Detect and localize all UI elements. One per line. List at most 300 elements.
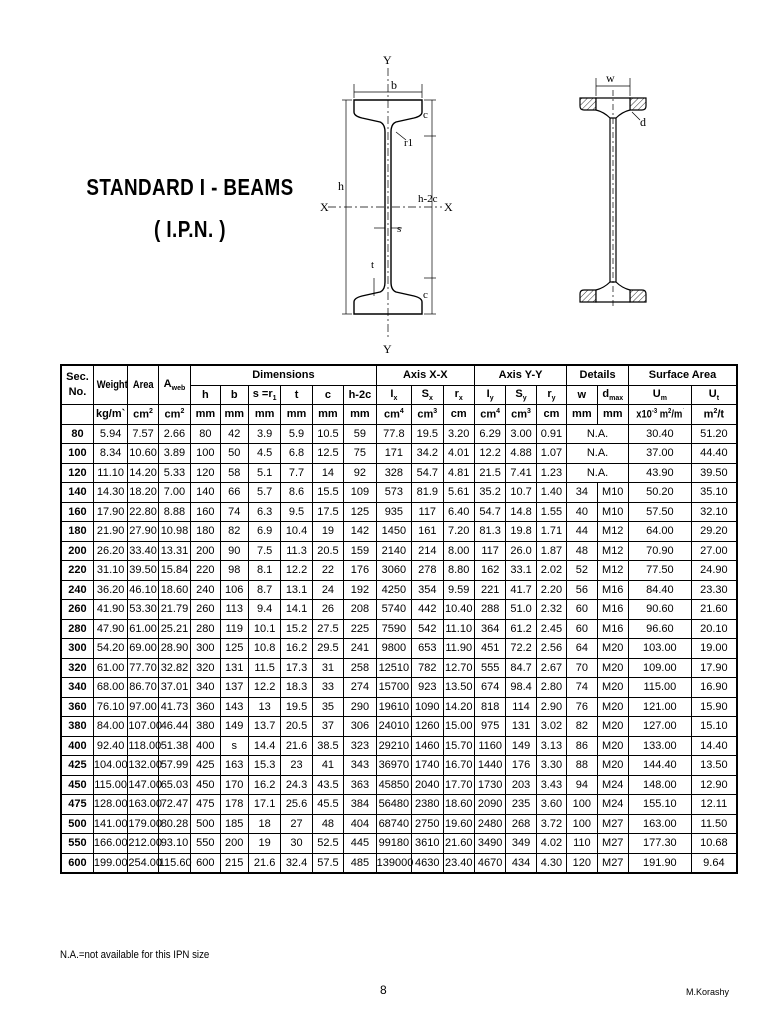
table-cell: 12.2 bbox=[474, 444, 505, 464]
table-cell: 2090 bbox=[474, 795, 505, 815]
table-cell: 50 bbox=[220, 444, 248, 464]
table-cell: 674 bbox=[474, 678, 505, 698]
table-cell: 400 bbox=[191, 736, 220, 756]
table-cell: M20 bbox=[597, 697, 628, 717]
table-cell: 34.2 bbox=[412, 444, 443, 464]
table-cell: 8.7 bbox=[248, 580, 280, 600]
table-cell: 2380 bbox=[412, 795, 443, 815]
table-cell: 16.70 bbox=[443, 756, 474, 776]
table-row bbox=[61, 600, 737, 620]
table-row bbox=[61, 775, 737, 795]
table-cell: 53.30 bbox=[128, 600, 158, 620]
table-cell: 93.10 bbox=[158, 834, 190, 854]
table-cell: 17.70 bbox=[443, 775, 474, 795]
table-cell: 81.9 bbox=[412, 483, 443, 503]
sy-unit: $cm^3$ bbox=[506, 405, 536, 425]
table-cell: 42 bbox=[220, 424, 248, 444]
table-cell: 90.60 bbox=[628, 600, 691, 620]
table-cell: 68.00 bbox=[93, 678, 127, 698]
section-number-cell: 320 bbox=[61, 658, 93, 678]
x-axis-right-label: X bbox=[444, 200, 453, 214]
table-group-header-row bbox=[61, 365, 737, 385]
table-cell: 1.23 bbox=[536, 463, 566, 483]
table-cell: 542 bbox=[412, 619, 443, 639]
table-cell: 52.5 bbox=[312, 834, 343, 854]
table-cell: M12 bbox=[597, 541, 628, 561]
table-row bbox=[61, 834, 737, 854]
table-cell: 10.7 bbox=[506, 483, 536, 503]
table-cell: 14.20 bbox=[443, 697, 474, 717]
table-cell: 140 bbox=[191, 483, 220, 503]
table-row bbox=[61, 756, 737, 776]
s-label: s bbox=[397, 223, 402, 235]
table-cell: 12.5 bbox=[312, 444, 343, 464]
table-cell: 7.41 bbox=[506, 463, 536, 483]
table-cell: 214 bbox=[412, 541, 443, 561]
section-number-cell: 380 bbox=[61, 717, 93, 737]
table-cell: 43.90 bbox=[628, 463, 691, 483]
sx-unit: $cm^3$ bbox=[412, 405, 443, 425]
table-cell: 44.40 bbox=[691, 444, 737, 464]
table-cell: 26.20 bbox=[93, 541, 127, 561]
section-number-cell: 360 bbox=[61, 697, 93, 717]
section-number-cell: 300 bbox=[61, 639, 93, 659]
table-cell: 18.20 bbox=[128, 483, 158, 503]
table-cell: 40 bbox=[567, 502, 597, 522]
ix-unit: $cm^4$ bbox=[376, 405, 411, 425]
table-cell: 77.50 bbox=[628, 561, 691, 581]
table-cell: 25.21 bbox=[158, 619, 190, 639]
table-cell: 7.00 bbox=[158, 483, 190, 503]
table-cell: 32.10 bbox=[691, 502, 737, 522]
table-cell: 149 bbox=[220, 717, 248, 737]
table-cell: 220 bbox=[191, 561, 220, 581]
table-cell: 3490 bbox=[474, 834, 505, 854]
table-cell: 1.40 bbox=[536, 483, 566, 503]
table-cell: 3060 bbox=[376, 561, 411, 581]
table-cell: 35.10 bbox=[691, 483, 737, 503]
table-cell: 10.8 bbox=[248, 639, 280, 659]
table-cell: 8.34 bbox=[93, 444, 127, 464]
table-cell: 923 bbox=[412, 678, 443, 698]
table-cell: 98.4 bbox=[506, 678, 536, 698]
section-number-cell: 550 bbox=[61, 834, 93, 854]
table-cell: 77.8 bbox=[376, 424, 411, 444]
table-cell: 22.80 bbox=[128, 502, 158, 522]
sx-header: $S_x$ bbox=[412, 385, 443, 405]
table-cell: 114 bbox=[506, 697, 536, 717]
ut-header: $U_t$ bbox=[691, 385, 737, 405]
table-cell: 120 bbox=[191, 463, 220, 483]
table-cell: 1.87 bbox=[536, 541, 566, 561]
table-cell: 19.8 bbox=[506, 522, 536, 542]
table-cell: 98 bbox=[220, 561, 248, 581]
table-cell: 13 bbox=[248, 697, 280, 717]
table-row bbox=[61, 853, 737, 873]
r1-label: r1 bbox=[404, 137, 414, 149]
table-cell: 65.03 bbox=[158, 775, 190, 795]
table-row bbox=[61, 795, 737, 815]
table-cell: 5740 bbox=[376, 600, 411, 620]
table-row bbox=[61, 424, 737, 444]
table-cell: 12.70 bbox=[443, 658, 474, 678]
table-cell: 100 bbox=[567, 814, 597, 834]
table-row bbox=[61, 639, 737, 659]
table-cell: 29.20 bbox=[691, 522, 737, 542]
table-cell: 96.60 bbox=[628, 619, 691, 639]
table-cell: M16 bbox=[597, 619, 628, 639]
table-cell: 19 bbox=[248, 834, 280, 854]
aweb-unit: $cm^2$ bbox=[158, 405, 190, 425]
table-cell: 12.2 bbox=[281, 561, 312, 581]
table-cell: 61.2 bbox=[506, 619, 536, 639]
table-cell: 782 bbox=[412, 658, 443, 678]
table-cell: 241 bbox=[344, 639, 377, 659]
table-cell: 166.00 bbox=[93, 834, 127, 854]
table-cell: 21.6 bbox=[281, 736, 312, 756]
table-cell: 24.3 bbox=[281, 775, 312, 795]
table-cell: 3.00 bbox=[506, 424, 536, 444]
page-title-line2: ( I.P.N. ) bbox=[154, 216, 226, 242]
table-cell: 5.9 bbox=[281, 424, 312, 444]
table-cell: 52 bbox=[567, 561, 597, 581]
h-label: h bbox=[338, 179, 344, 193]
table-cell: 192 bbox=[344, 580, 377, 600]
table-cell: 35.2 bbox=[474, 483, 505, 503]
table-cell: M27 bbox=[597, 834, 628, 854]
table-cell: M12 bbox=[597, 561, 628, 581]
table-cell: 94 bbox=[567, 775, 597, 795]
table-row bbox=[61, 561, 737, 581]
table-cell: 60 bbox=[567, 600, 597, 620]
table-cell: 23.40 bbox=[443, 853, 474, 873]
table-cell: 17.5 bbox=[312, 502, 343, 522]
table-cell: 450 bbox=[191, 775, 220, 795]
table-cell: 148.00 bbox=[628, 775, 691, 795]
table-cell: 10.5 bbox=[312, 424, 343, 444]
table-row bbox=[61, 483, 737, 503]
table-cell: 139000 bbox=[376, 853, 411, 873]
table-cell: 17.90 bbox=[93, 502, 127, 522]
table-cell: 3610 bbox=[412, 834, 443, 854]
table-cell: M24 bbox=[597, 775, 628, 795]
table-cell: 80 bbox=[191, 424, 220, 444]
table-cell: 37.00 bbox=[628, 444, 691, 464]
table-cell: M10 bbox=[597, 502, 628, 522]
table-cell: 384 bbox=[344, 795, 377, 815]
ut-unit: $m^2/t$ bbox=[691, 405, 737, 425]
table-cell: 6.3 bbox=[248, 502, 280, 522]
table-cell: 50.20 bbox=[628, 483, 691, 503]
table-cell: 274 bbox=[344, 678, 377, 698]
table-cell: 16.90 bbox=[691, 678, 737, 698]
rx-header: $r_x$ bbox=[443, 385, 474, 405]
table-cell: 115.00 bbox=[628, 678, 691, 698]
table-cell: 51.0 bbox=[506, 600, 536, 620]
table-row bbox=[61, 814, 737, 834]
table-cell: 68740 bbox=[376, 814, 411, 834]
table-cell: 240 bbox=[191, 580, 220, 600]
author-credit: M.Korashy bbox=[686, 987, 730, 997]
section-number-cell: 240 bbox=[61, 580, 93, 600]
table-cell: 6.29 bbox=[474, 424, 505, 444]
table-cell: 15.2 bbox=[281, 619, 312, 639]
table-cell: M16 bbox=[597, 580, 628, 600]
table-cell: 185 bbox=[220, 814, 248, 834]
rx-unit: cm bbox=[443, 405, 474, 425]
table-cell: 81.3 bbox=[474, 522, 505, 542]
table-cell: 5.61 bbox=[443, 483, 474, 503]
table-cell: 2040 bbox=[412, 775, 443, 795]
table-cell: 109.00 bbox=[628, 658, 691, 678]
table-cell: 555 bbox=[474, 658, 505, 678]
table-cell: 74 bbox=[567, 678, 597, 698]
table-cell: 133.00 bbox=[628, 736, 691, 756]
table-cell: 13.1 bbox=[281, 580, 312, 600]
table-cell: 268 bbox=[506, 814, 536, 834]
table-cell: 24 bbox=[312, 580, 343, 600]
table-cell: 9.5 bbox=[281, 502, 312, 522]
table-cell: 31 bbox=[312, 658, 343, 678]
table-cell: 100 bbox=[567, 795, 597, 815]
table-cell: 176 bbox=[506, 756, 536, 776]
table-cell: 30 bbox=[281, 834, 312, 854]
table-cell: 600 bbox=[191, 853, 220, 873]
table-cell: 191.90 bbox=[628, 853, 691, 873]
table-cell: 200 bbox=[220, 834, 248, 854]
area-unit: $cm^2$ bbox=[128, 405, 158, 425]
table-cell: 10.98 bbox=[158, 522, 190, 542]
table-cell: 278 bbox=[412, 561, 443, 581]
y-axis-top-label: Y bbox=[383, 53, 392, 67]
table-cell: 92.40 bbox=[93, 736, 127, 756]
table-cell: 15.84 bbox=[158, 561, 190, 581]
table-cell: 8.00 bbox=[443, 541, 474, 561]
table-cell: 11.5 bbox=[248, 658, 280, 678]
table-cell: 425 bbox=[191, 756, 220, 776]
table-cell: 11.10 bbox=[93, 463, 127, 483]
table-row bbox=[61, 658, 737, 678]
table-cell: 6.9 bbox=[248, 522, 280, 542]
table-cell: N.A. bbox=[567, 463, 629, 483]
table-cell: 935 bbox=[376, 502, 411, 522]
table-cell: 127.00 bbox=[628, 717, 691, 737]
table-cell: 163.00 bbox=[128, 795, 158, 815]
ry-header: $r_y$ bbox=[536, 385, 566, 405]
table-cell: 2.90 bbox=[536, 697, 566, 717]
table-cell: 29210 bbox=[376, 736, 411, 756]
w-header: w bbox=[567, 385, 597, 405]
table-cell: 57.99 bbox=[158, 756, 190, 776]
table-cell: 39.50 bbox=[691, 463, 737, 483]
table-cell: 15.70 bbox=[443, 736, 474, 756]
table-cell: 13.50 bbox=[443, 678, 474, 698]
h2c-header: h-2c bbox=[344, 385, 377, 405]
table-cell: 46.10 bbox=[128, 580, 158, 600]
table-cell: 120 bbox=[567, 853, 597, 873]
table-cell: 57.50 bbox=[628, 502, 691, 522]
table-cell: 8.80 bbox=[443, 561, 474, 581]
table-cell: 8.6 bbox=[281, 483, 312, 503]
table-cell: 121.00 bbox=[628, 697, 691, 717]
table-row bbox=[61, 678, 737, 698]
table-cell: 46.44 bbox=[158, 717, 190, 737]
table-cell: 203 bbox=[506, 775, 536, 795]
table-cell: 100 bbox=[191, 444, 220, 464]
table-cell: M20 bbox=[597, 736, 628, 756]
table-units-row bbox=[61, 405, 737, 425]
b-label: b bbox=[391, 78, 397, 92]
table-cell: 16.2 bbox=[281, 639, 312, 659]
dmax-unit: mm bbox=[597, 405, 628, 425]
table-cell: 21.90 bbox=[93, 522, 127, 542]
table-row bbox=[61, 736, 737, 756]
table-cell: 306 bbox=[344, 717, 377, 737]
table-cell: 4.81 bbox=[443, 463, 474, 483]
table-cell: 975 bbox=[474, 717, 505, 737]
table-row bbox=[61, 717, 737, 737]
table-cell: 28.90 bbox=[158, 639, 190, 659]
table-cell: 500 bbox=[191, 814, 220, 834]
c-header: c bbox=[312, 385, 343, 405]
table-cell: 19 bbox=[312, 522, 343, 542]
table-cell: 61.00 bbox=[128, 619, 158, 639]
table-cell: 1450 bbox=[376, 522, 411, 542]
h-2c-label: h-2c bbox=[418, 193, 438, 205]
table-cell: 132.00 bbox=[128, 756, 158, 776]
table-cell: 320 bbox=[191, 658, 220, 678]
table-cell: 26 bbox=[312, 600, 343, 620]
t-header: t bbox=[281, 385, 312, 405]
table-cell: 19610 bbox=[376, 697, 411, 717]
table-cell: 39.50 bbox=[128, 561, 158, 581]
table-cell: 37 bbox=[312, 717, 343, 737]
axis-yy-header: Axis Y-Y bbox=[474, 365, 566, 385]
h-header: h bbox=[191, 385, 220, 405]
table-cell: 159 bbox=[344, 541, 377, 561]
c-unit: mm bbox=[312, 405, 343, 425]
table-cell: 300 bbox=[191, 639, 220, 659]
s-unit: mm bbox=[248, 405, 280, 425]
table-cell: 3.9 bbox=[248, 424, 280, 444]
table-cell: 66 bbox=[220, 483, 248, 503]
table-cell: 82 bbox=[220, 522, 248, 542]
table-cell: 32.4 bbox=[281, 853, 312, 873]
table-cell: 2.66 bbox=[158, 424, 190, 444]
table-cell: 45850 bbox=[376, 775, 411, 795]
table-cell: 4.30 bbox=[536, 853, 566, 873]
table-cell: 323 bbox=[344, 736, 377, 756]
table-cell: 9800 bbox=[376, 639, 411, 659]
table-cell: 107.00 bbox=[128, 717, 158, 737]
table-cell: 653 bbox=[412, 639, 443, 659]
table-row bbox=[61, 580, 737, 600]
table-cell: 2.20 bbox=[536, 580, 566, 600]
table-cell: 56480 bbox=[376, 795, 411, 815]
table-row bbox=[61, 463, 737, 483]
section-number-cell: 80 bbox=[61, 424, 93, 444]
table-cell: 23.30 bbox=[691, 580, 737, 600]
iy-unit: $cm^4$ bbox=[474, 405, 505, 425]
table-cell: 32.82 bbox=[158, 658, 190, 678]
table-cell: 84.7 bbox=[506, 658, 536, 678]
table-cell: 360 bbox=[191, 697, 220, 717]
table-cell: 51.20 bbox=[691, 424, 737, 444]
table-cell: 171 bbox=[376, 444, 411, 464]
table-cell: 10.68 bbox=[691, 834, 737, 854]
table-cell: 442 bbox=[412, 600, 443, 620]
table-cell: 20.10 bbox=[691, 619, 737, 639]
surface-area-header: Surface Area bbox=[628, 365, 737, 385]
table-cell: 69.00 bbox=[128, 639, 158, 659]
table-cell: 4670 bbox=[474, 853, 505, 873]
table-cell: 1.55 bbox=[536, 502, 566, 522]
table-cell: 1460 bbox=[412, 736, 443, 756]
table-cell: 43.5 bbox=[312, 775, 343, 795]
table-cell: M27 bbox=[597, 814, 628, 834]
table-cell: 12.90 bbox=[691, 775, 737, 795]
table-cell: 149 bbox=[506, 736, 536, 756]
table-cell: 18.60 bbox=[443, 795, 474, 815]
table-cell: 160 bbox=[191, 502, 220, 522]
table-cell: 221 bbox=[474, 580, 505, 600]
page-title-line1: STANDARD I - BEAMS bbox=[86, 174, 294, 200]
table-cell: 33.40 bbox=[128, 541, 158, 561]
table-cell: 15.00 bbox=[443, 717, 474, 737]
table-cell: 2750 bbox=[412, 814, 443, 834]
table-cell: 1440 bbox=[474, 756, 505, 776]
table-cell: M20 bbox=[597, 639, 628, 659]
aweb-header: $A_{web}$ bbox=[158, 365, 190, 405]
table-cell: 4.5 bbox=[248, 444, 280, 464]
table-cell: 110 bbox=[567, 834, 597, 854]
section-number-cell: 500 bbox=[61, 814, 93, 834]
table-cell: 12510 bbox=[376, 658, 411, 678]
table-cell: 8.1 bbox=[248, 561, 280, 581]
ibeam-bolt-hole-diagram bbox=[570, 70, 670, 310]
table-cell: 258 bbox=[344, 658, 377, 678]
table-cell: 1730 bbox=[474, 775, 505, 795]
table-cell: 38.5 bbox=[312, 736, 343, 756]
table-cell: 20.5 bbox=[281, 717, 312, 737]
table-cell: 11.50 bbox=[691, 814, 737, 834]
table-cell: 235 bbox=[506, 795, 536, 815]
table-cell: 113 bbox=[220, 600, 248, 620]
table-cell: 54.7 bbox=[412, 463, 443, 483]
table-cell: 550 bbox=[191, 834, 220, 854]
table-cell: 23 bbox=[281, 756, 312, 776]
ibeam-properties-table bbox=[60, 364, 738, 874]
table-cell: N.A. bbox=[567, 424, 629, 444]
ry-unit: cm bbox=[536, 405, 566, 425]
table-cell: 117 bbox=[474, 541, 505, 561]
table-cell: 70.90 bbox=[628, 541, 691, 561]
table-cell: 26.0 bbox=[506, 541, 536, 561]
table-cell: 118.00 bbox=[128, 736, 158, 756]
table-cell: 18.3 bbox=[281, 678, 312, 698]
table-cell: 58 bbox=[220, 463, 248, 483]
table-cell: 3.13 bbox=[536, 736, 566, 756]
table-cell: 3.60 bbox=[536, 795, 566, 815]
table-cell: 64.00 bbox=[628, 522, 691, 542]
table-cell: 2.45 bbox=[536, 619, 566, 639]
section-number-cell: 220 bbox=[61, 561, 93, 581]
section-number-cell: 450 bbox=[61, 775, 93, 795]
table-cell: 12.2 bbox=[248, 678, 280, 698]
table-cell: 2140 bbox=[376, 541, 411, 561]
section-number-cell: 120 bbox=[61, 463, 93, 483]
table-cell: 6.8 bbox=[281, 444, 312, 464]
